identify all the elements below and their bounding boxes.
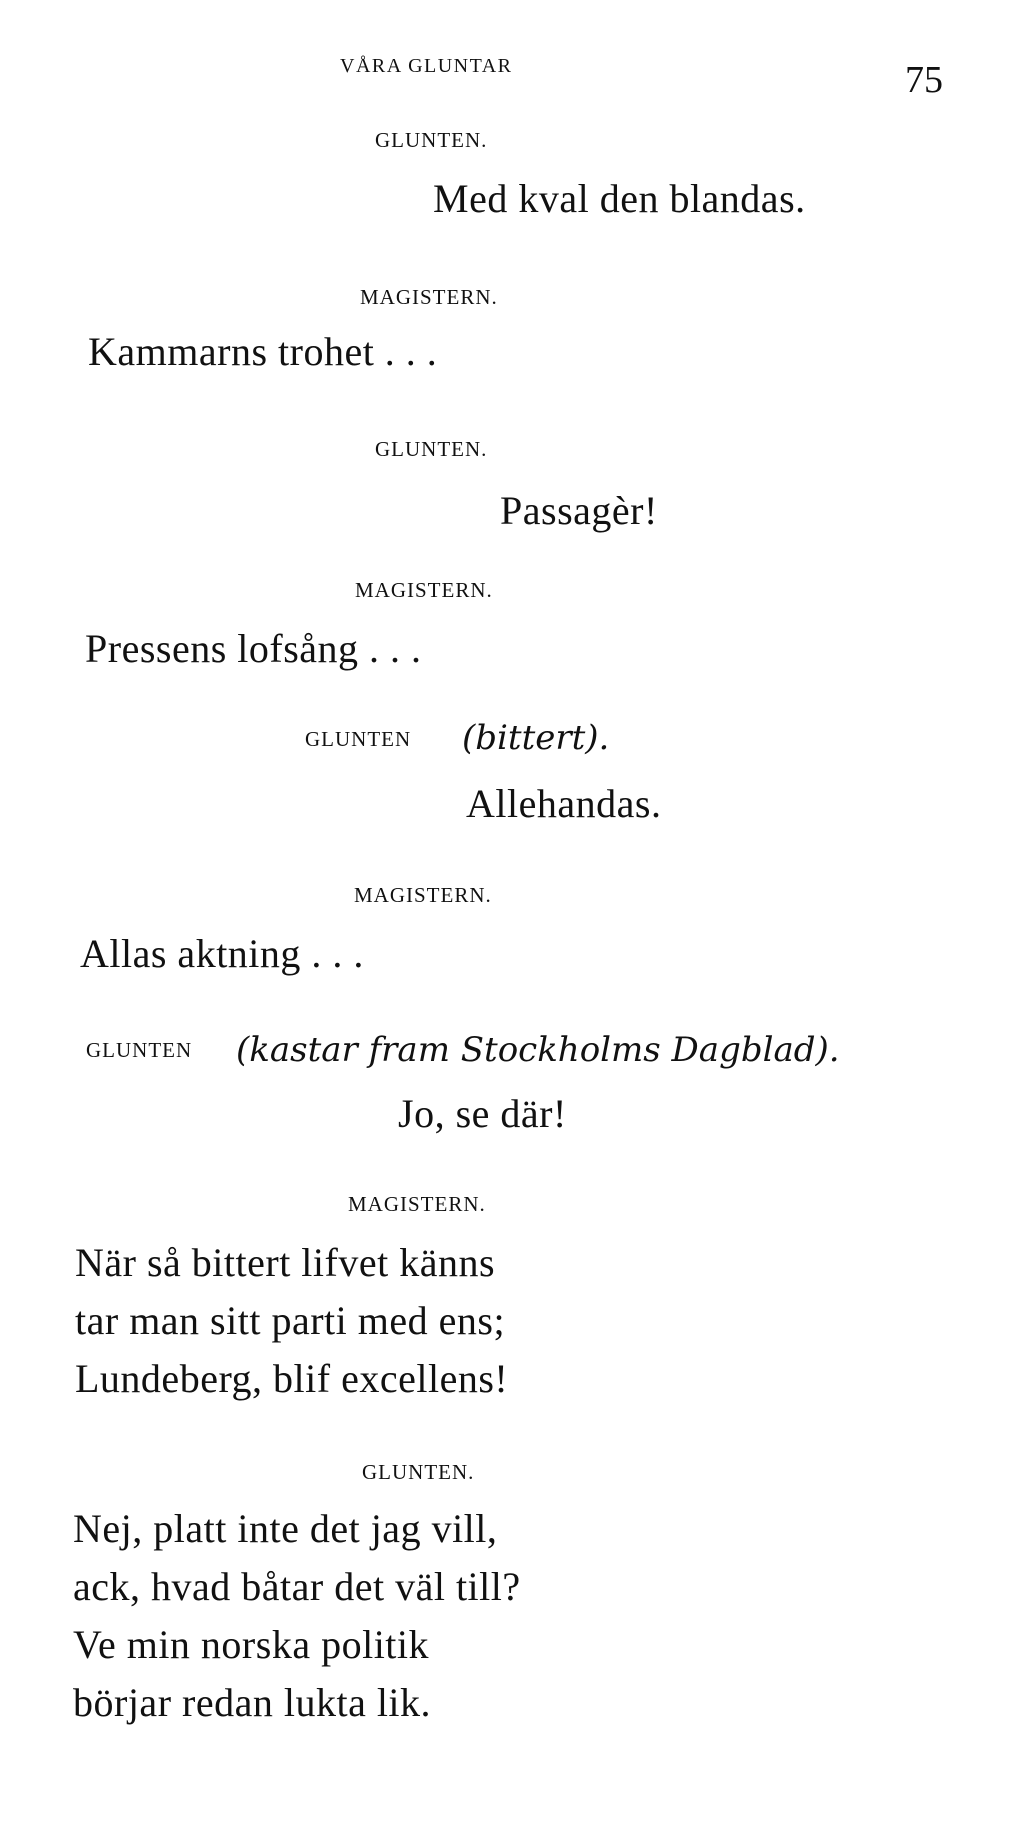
verse-line: När så bittert lifvet känns: [75, 1240, 496, 1285]
speaker-label: GLUNTEN: [305, 727, 412, 751]
speaker-label: MAGISTERN.: [360, 285, 498, 309]
verse-line: Allehandas.: [466, 781, 662, 826]
speaker-label: GLUNTEN: [86, 1038, 193, 1062]
verse-line: Passagèr!: [500, 488, 658, 533]
speaker-label: GLUNTEN.: [375, 128, 488, 152]
speaker-label: MAGISTERN.: [354, 883, 492, 907]
page-number: 75: [905, 59, 943, 101]
verse-line: tar man sitt parti med ens;: [75, 1298, 506, 1343]
verse-line: börjar redan lukta lik.: [73, 1680, 432, 1725]
stage-direction: (bittert).: [462, 718, 610, 758]
running-title: VÅRA GLUNTAR: [340, 55, 513, 77]
speaker-label: GLUNTEN.: [362, 1460, 475, 1484]
speaker-label: MAGISTERN.: [355, 578, 493, 602]
speaker-label: GLUNTEN.: [375, 437, 488, 461]
verse-line: Pressens lofsång . . .: [85, 626, 422, 671]
verse-line: Jo, se där!: [398, 1091, 567, 1136]
verse-line: Nej, platt inte det jag vill,: [73, 1506, 498, 1551]
verse-line: Allas aktning . . .: [80, 931, 364, 976]
verse-line: Lundeberg, blif excellens!: [75, 1356, 509, 1401]
verse-line: Ve min norska politik: [73, 1622, 430, 1667]
stage-direction: (kastar fram Stockholms Dagblad).: [236, 1030, 840, 1070]
verse-line: Med kval den blandas.: [433, 176, 806, 221]
verse-line: Kammarns trohet . . .: [88, 329, 438, 374]
speaker-label: MAGISTERN.: [348, 1192, 486, 1216]
verse-stanza: [75, 1234, 508, 1408]
verse-line: ack, hvad båtar det väl till?: [73, 1564, 521, 1609]
verse-stanza: [73, 1500, 521, 1732]
